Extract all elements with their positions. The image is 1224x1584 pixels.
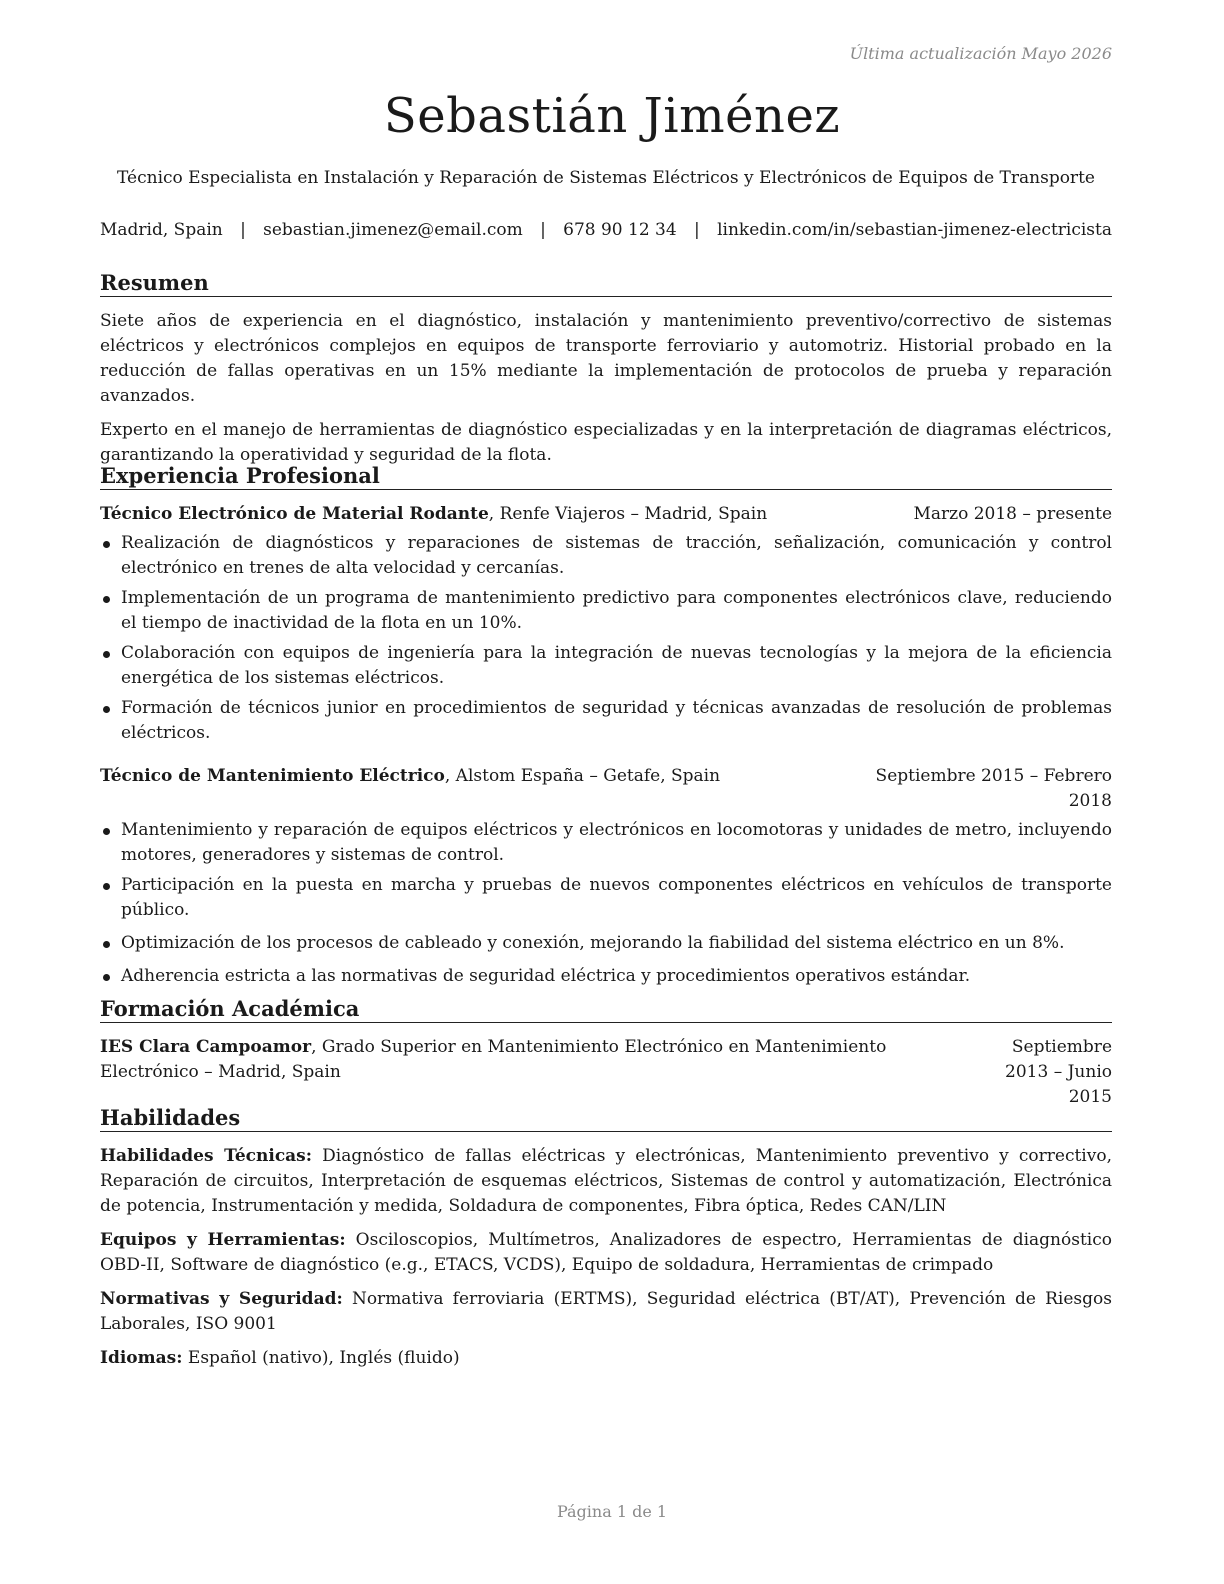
skill-label: Idiomas: [100,1348,183,1368]
job-bullet: Implementación de un programa de mantenimiento predictivo para componentes electrónicos clave, reduciendo el tiempo de inactividad de la flota en un 10%. [100,586,1112,636]
page-number: Página 1 de 1 [556,1502,668,1521]
section-title-skills: Habilidades [100,1105,1112,1132]
job-bullets [100,818,1112,989]
contact-phone[interactable]: 678 90 12 34 [563,220,677,240]
job-bullet: Colaboración con equipos de ingeniería para la integración de nuevas tecnologías y la mejora de la eficiencia energética de los sistemas eléctricos. [100,641,1112,691]
contact-separator: | [694,220,700,240]
education-detail: , Grado Superior en Mantenimiento Electrónico en Mantenimiento Electrónico – Madrid, Spain [100,1037,887,1082]
skills-section [100,1105,1112,1371]
contact-separator: | [540,220,546,240]
job-title-line [100,502,767,527]
summary-paragraph: Siete años de experiencia en el diagnóstico, instalación y mantenimiento preventivo/correctivo de sistemas eléctricos y electrónicos complejos en equipos de transporte ferroviario y automotriz. Historial probado en la reducción de fallas operativas en un 15% mediante la implementación de protocolos de prueba y reparación avanzados. [100,311,1112,406]
job-bullet: Adherencia estricta a las normativas de seguridad eléctrica y procedimientos operativos estándar. [100,964,1112,989]
skill-text: Diagnóstico de fallas eléctricas y electrónicas, Mantenimiento preventivo y correctivo, Reparación de circuitos, Interpretación de esquemas eléctricos, Sistemas de control y automatización, Electrónica de potencia, Instrumentación y medida, Soldadura de componentes, Fibra óptica, Redes CAN/LIN [100,1146,1112,1216]
skill-group [100,1228,1112,1278]
skill-group [100,1144,1112,1219]
education-title-line [100,1035,960,1085]
summary-paragraph: Experto en el manejo de herramientas de diagnóstico especializadas y en la interpretación de diagramas eléctricos, garantizando la operatividad y seguridad de la flota. [100,420,1112,465]
skill-text: Normativa ferroviaria (ERTMS), Seguridad eléctrica (BT/AT), Prevención de Riesgos Laborales, ISO 9001 [100,1289,1112,1334]
education-dates: Septiembre 2013 – Junio 2015 [1005,1037,1112,1107]
candidate-name: Sebastián Jiménez [383,88,841,144]
job-header [100,502,1112,527]
job-role: Técnico Electrónico de Material Rodante [100,504,489,524]
contact-email[interactable]: sebastian.jimenez@email.com [263,220,523,240]
skill-text: Español (nativo), Inglés (fluido) [182,1348,460,1368]
job-bullet: Mantenimiento y reparación de equipos eléctricos y electrónicos en locomotoras y unidades de metro, incluyendo motores, generadores y sistemas de control. [100,818,1112,868]
last-updated: Última actualización Mayo 2026 [849,44,1112,63]
skill-group [100,1346,1112,1371]
summary-section [100,270,1112,468]
skill-label: Habilidades Técnicas: [100,1146,313,1166]
skill-group [100,1287,1112,1337]
job-org: , Renfe Viajeros – Madrid, Spain [488,504,768,524]
contact-separator: | [240,220,246,240]
job-entry [100,764,1112,989]
job-bullets [100,531,1112,746]
job-bullet: Optimización de los procesos de cableado y conexión, mejorando la fiabilidad del sistema eléctrico en un 8%. [100,931,1112,956]
job-org: , Alstom España – Getafe, Spain [444,766,721,786]
job-bullet: Participación en la puesta en marcha y pruebas de nuevos componentes eléctricos en vehículos de transporte público. [100,873,1112,923]
contact-line [100,220,1112,240]
skill-text: Osciloscopios, Multímetros, Analizadores de espectro, Herramientas de diagnóstico OBD-II, Software de diagnóstico (e.g., ETACS, VCDS), Equipo de soldadura, Herramientas de crimpado [100,1230,1112,1275]
job-title-line [100,764,720,789]
contact-linkedin[interactable]: linkedin.com/in/sebastian-jimenez-electricista [717,220,1112,240]
job-dates: Septiembre 2015 – Febrero 2018 [875,766,1112,811]
section-title-experience: Experiencia Profesional [100,463,1112,490]
education-section [100,996,1112,1110]
job-header [100,764,1112,814]
education-entry [100,1035,1112,1110]
job-bullet: Realización de diagnósticos y reparaciones de sistemas de tracción, señalización, comunicación y control electrónico en trenes de alta velocidad y cercanías. [100,531,1112,581]
experience-section [100,463,1112,994]
job-dates: Marzo 2018 – presente [913,504,1112,524]
section-title-summary: Resumen [100,270,1112,297]
skill-label: Equipos y Herramientas: [100,1230,346,1250]
contact-location: Madrid, Spain [100,220,223,240]
job-role: Técnico de Mantenimiento Eléctrico [100,766,445,786]
education-school: IES Clara Campoamor [100,1037,312,1057]
job-bullet: Formación de técnicos junior en procedimientos de seguridad y técnicas avanzadas de resolución de problemas eléctricos. [100,696,1112,746]
section-title-education: Formación Académica [100,996,1112,1023]
skill-label: Normativas y Seguridad: [100,1289,343,1309]
job-entry [100,502,1112,746]
professional-title: Técnico Especialista en Instalación y Reparación de Sistemas Eléctricos y Electrónicos de Equipos de Transporte [117,168,1095,188]
